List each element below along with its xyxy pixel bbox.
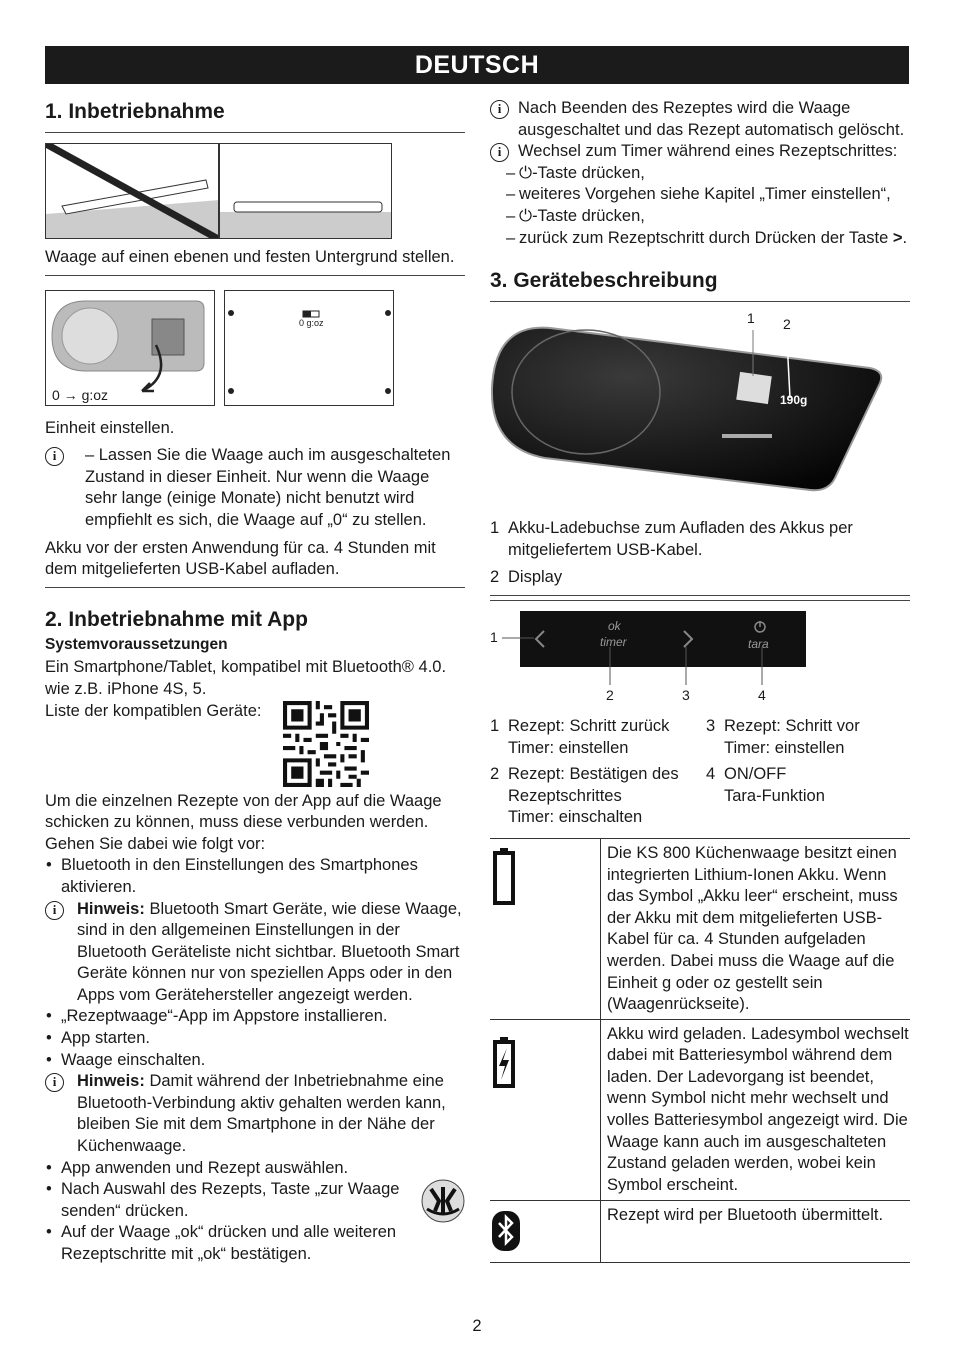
power-icon: ⏻ (519, 163, 533, 182)
hint-text: Bluetooth Smart Geräte, wie diese Waage, sind in den allgemeinen Einstellungen in der Bluetooth Geräteliste nicht sichtbar. Bluetooth Smart Geräte können nur von speziellen Apps oder in den Apps vom Gerätehersteller angezeigt werden. (77, 899, 462, 1004)
hint-bluetooth (45, 899, 465, 1007)
timer-step-text: -Taste drücken, (532, 163, 645, 182)
figure-flat-surface (219, 143, 392, 239)
figure-uneven-surface (45, 143, 219, 239)
info-icon: i (490, 143, 509, 162)
ok-button-label: ok (608, 618, 621, 633)
step-install: • „Rezeptwaage“-App im Appstore installieren. (45, 1006, 465, 1028)
section-title-setup: 1. Inbetriebnahme (45, 98, 465, 133)
send-to-scale-icon (421, 1179, 465, 1223)
symbol-row-bluetooth (490, 1201, 910, 1263)
legend-line: Rezept: Bestätigen des (508, 764, 679, 783)
button-legend-4 (706, 764, 910, 807)
compatible-list-label: Liste der kompatiblen Geräte: (45, 701, 262, 720)
legend-line: Timer: einschalten (508, 808, 643, 827)
item-text: Akku-Ladebuchse zum Aufladen des Akkus per mitgeliefertem USB-Kabel. (508, 519, 853, 559)
step-send-row (45, 1179, 465, 1222)
unit-switch-label: 0 → g:oz (52, 386, 109, 403)
item-number: 2 (490, 568, 500, 587)
legend-line: Rezeptschrittes (508, 786, 622, 805)
caption-unit: Einheit einstellen. (45, 418, 175, 437)
power-icon: ⏻ (519, 206, 533, 225)
requirements-device: Ein Smartphone/Tablet, kompatibel mit Bluetooth® 4.0. wie z.B. iPhone 4S, 5. (45, 658, 447, 698)
step-confirm: • Auf der Waage „ok“ drücken und alle weiteren Rezeptschritte mit „ok“ bestätigen. (45, 1222, 465, 1265)
step-power-on: • Waage einschalten. (45, 1050, 465, 1072)
button-legend-1 (490, 716, 700, 759)
caption-surface: Waage auf einen ebenen und festen Untergrund stellen. (45, 247, 465, 276)
button-legend-3 (706, 716, 910, 759)
symbol-text: Die KS 800 Küchenwaage besitzt einen integrierten Lithium-Ionen Akku. Wenn das Symbol „Akku leer“ erscheint, muss der Akku mit dem mitgelieferten USB-Kabel für ca. 4 Stunden aufgeladen werden. Dabei muss die Waage auf die Einheit g oder oz gestellt sein (Waagenrückseite). (601, 838, 911, 1019)
info-timer-switch (490, 141, 910, 163)
description-list (490, 518, 910, 596)
info-text: Nach Beenden des Rezeptes wird die Waage ausgeschaltet und das Rezept automatisch gelöscht. (518, 99, 905, 139)
item-text: Display (508, 568, 563, 587)
figure-unit (45, 290, 465, 408)
charge-instruction: Akku vor der ersten Anwendung für ca. 4 Stunden mit dem mitgelieferten USB-Kabel aufladen. (45, 538, 465, 588)
button-legend-2 (490, 764, 700, 829)
callout-1: 1 (747, 310, 755, 327)
legend-line: Timer: einstellen (508, 738, 629, 757)
step-start: • App starten. (45, 1028, 465, 1050)
tara-button-label: tara (748, 636, 769, 651)
compatible-list-row (45, 701, 465, 791)
display-unit-label: 0 g:oz (299, 317, 324, 328)
symbol-table (490, 838, 910, 1263)
battery-charging-icon (490, 1028, 600, 1088)
legend-number: 3 (706, 716, 716, 735)
app-intro: Um die einzelnen Rezepte von der App auf die Waage schicken zu können, muss diese verbunden werden. Gehen Sie dabei wie folgt vor: (45, 791, 442, 853)
timer-step-text: -Taste drücken, (532, 206, 645, 225)
hint-label: Hinweis: (77, 1072, 145, 1091)
symbol-row-battery-empty (490, 838, 910, 1019)
page-number: 2 (472, 1317, 482, 1335)
key-next-label: > (892, 228, 903, 247)
figure-scale-display (224, 290, 394, 406)
info-text: Wechsel zum Timer während eines Rezeptschrittes: (518, 142, 898, 161)
section-title-app: 2. Inbetriebnahme mit App (45, 607, 308, 631)
qr-code (283, 701, 369, 787)
section-title-description: 3. Gerätebeschreibung (490, 267, 910, 302)
timer-step-4: – zurück zum Rezeptschritt durch Drücken der Taste >. (506, 228, 908, 247)
note-unit (45, 445, 465, 531)
note-text: – Lassen Sie die Waage auch im ausgeschalteten Zustand in dieser Einheit. Nur wenn die Waage sehr lange (einige Monate) nicht benutzt wird empfiehlt es sich, die Waage auf „0“ zu stellen. (85, 446, 451, 529)
timer-step-1: – ⏻-Taste drücken, (506, 163, 645, 182)
figure-scale-back (45, 290, 215, 406)
panel-callout-1: 1 (490, 628, 498, 645)
symbol-cell (490, 838, 601, 1019)
legend-line: Rezept: Schritt zurück (508, 716, 670, 735)
timer-step-3: – ⏻-Taste drücken, (506, 206, 645, 225)
timer-button-label: timer (600, 634, 627, 649)
symbol-row-battery-charging (490, 1019, 910, 1201)
legend-line: Rezept: Schritt vor (724, 716, 860, 735)
step-send: • Nach Auswahl des Rezepts, Taste „zur Waage senden“ drücken. (45, 1179, 417, 1222)
info-icon: i (45, 1073, 64, 1092)
requirements-subtitle: Systemvoraussetzungen (45, 635, 228, 653)
hint-connection (45, 1071, 465, 1157)
display-value: 190g (780, 393, 808, 408)
legend-number: 1 (490, 716, 500, 735)
right-column (490, 98, 910, 1263)
hint-label: Hinweis: (77, 899, 145, 918)
figure-surface (45, 143, 465, 241)
timer-step-text: weiteres Vorgehen siehe Kapitel „Timer einstellen“, (519, 185, 891, 204)
legend-number: 4 (706, 764, 716, 783)
language-banner: DEUTSCH (45, 46, 909, 84)
info-recipe-end (490, 98, 910, 141)
symbol-text: Akku wird geladen. Ladesymbol wechselt dabei mit Batteriesymbol während dem laden. Der Ladevorgang ist beendet, wenn Symbol nicht mehr wechselt und volles Batteriesymbol angezeigt wird. Die Waage kann auch im ausgeschalteten Zustand geladen werden, wobei kein Symbol erscheint. (601, 1019, 911, 1201)
legend-line: ON/OFF (724, 764, 787, 783)
timer-step-text: zurück zum Rezeptschritt durch Drücken der Taste (519, 228, 893, 247)
step-bluetooth: • Bluetooth in den Einstellungen des Smartphones aktivieren. (45, 855, 465, 898)
figure-button-panel (490, 600, 910, 710)
info-icon: i (45, 447, 64, 466)
legend-line: Tara-Funktion (724, 786, 825, 805)
symbol-cell (490, 1019, 601, 1201)
left-column (45, 98, 465, 1266)
panel-callout-3: 3 (682, 686, 690, 703)
description-item-1 (490, 518, 910, 561)
bluetooth-icon (490, 1209, 600, 1255)
callout-2: 2 (783, 316, 791, 333)
panel-callout-4: 4 (758, 686, 766, 703)
panel-callout-2: 2 (606, 686, 614, 703)
info-icon: i (490, 100, 509, 119)
step-select-recipe: • App anwenden und Rezept auswählen. (45, 1158, 465, 1180)
timer-step-2: – weiteres Vorgehen siehe Kapitel „Timer einstellen“, (506, 185, 891, 204)
legend-line: Timer: einstellen (724, 738, 845, 757)
description-item-2 (490, 567, 910, 596)
battery-empty-icon (490, 847, 600, 907)
symbol-text: Rezept wird per Bluetooth übermittelt. (601, 1201, 911, 1263)
legend-number: 2 (490, 764, 500, 783)
item-number: 1 (490, 519, 500, 538)
info-icon: i (45, 901, 64, 920)
button-legend (490, 716, 910, 834)
hint-text: Damit während der Inbetriebnahme eine Bluetooth-Verbindung aktiv gehalten werden kann, bleiben Sie mit dem Smartphone in der Nähe der Küchenwaage. (77, 1072, 446, 1156)
symbol-cell (490, 1201, 601, 1263)
figure-scale-top (490, 308, 910, 508)
